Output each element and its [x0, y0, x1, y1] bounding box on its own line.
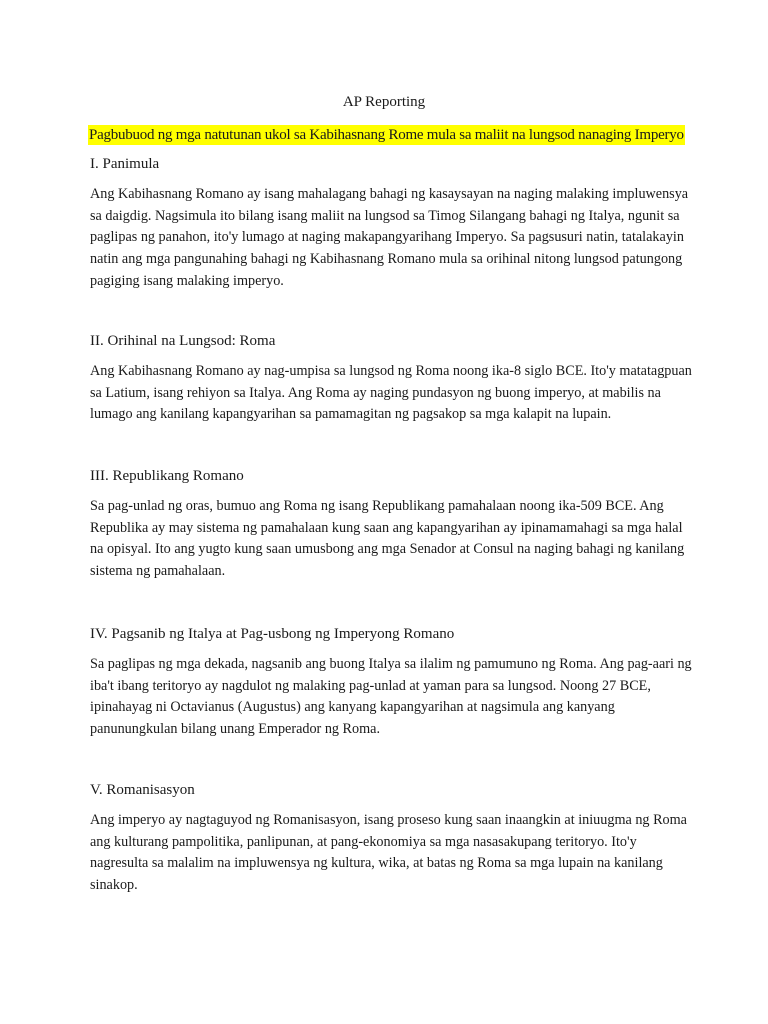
section-paragraph-romanisasyon	[90, 810, 690, 897]
section-paragraph-orihinal-na-lungsod	[90, 361, 690, 426]
section-heading-pagsanib-ng-italya: IV. Pagsanib ng Italya at Pag-usbong ng Imperyong Romano	[90, 626, 455, 642]
paragraph-line: Republika ay may sistema ng pamahalaan kung saan ang kapangyarihan ay ipinamamahagi sa mga halal	[90, 519, 683, 536]
paragraph-line: nagresulta sa malalim na impluwensya ng kultura, wika, at batas ng Roma sa mga lupain na kanilang	[90, 855, 663, 872]
paragraph-line: Ang Kabihasnang Romano ay isang mahalagang bahagi ng kasaysayan na naging malaking impluwensya	[90, 186, 689, 202]
paragraph-line: iba't ibang teritoryo ay nagdulot ng malaking pag-unlad at yaman para sa lungsod. Noong 27 BCE,	[90, 677, 651, 694]
section-paragraph-republikang-romano	[90, 496, 690, 583]
paragraph-line: paglipas ng panahon, ito'y lumago at naging makapangyarihang Imperyo. Sa pagsusuri natin, tatalakayin	[90, 229, 684, 246]
paragraph-line: sa Latium, isang rehiyon sa Italya. Ang Roma ay naging pundasyon ng buong imperyo, at mabilis na	[90, 384, 661, 401]
highlighted-subtitle: Pagbubuod ng mga natutunan ukol sa Kabihasnang Rome mula sa maliit na lungsod nanaging Imperyo	[89, 127, 684, 143]
paragraph-line: lumago ang kanilang kapangyarihan sa pamamagitan ng pagsakop sa mga kalapit na lupain.	[90, 406, 612, 423]
section-heading-romanisasyon: V. Romanisasyon	[90, 782, 195, 798]
paragraph-line: Sa paglipas ng mga dekada, nagsanib ang buong Italya sa ilalim ng pamumuno ng Roma. Ang pag-aari ng	[90, 656, 692, 672]
paragraph-line: sa daigdig. Nagsimula ito bilang isang maliit na lungsod sa Timog Silangang bahagi ng Italya, ngunit sa	[90, 207, 680, 224]
section-paragraph-panimula	[90, 184, 690, 293]
section-heading-republikang-romano: III. Republikang Romano	[90, 468, 244, 484]
paragraph-line: Sa pag-unlad ng oras, bumuo ang Roma ng isang Republikang pamahalaan noong ika-509 BCE. Ang	[90, 498, 664, 514]
paragraph-line: Ang imperyo ay nagtaguyod ng Romanisasyon, isang proseso kung saan inaangkin at iniuugma ng Roma	[90, 812, 687, 828]
section-paragraph-pagsanib-ng-italya	[90, 654, 690, 741]
paragraph-line: sistema ng pamahalaan.	[90, 563, 226, 580]
section-heading-orihinal-na-lungsod: II. Orihinal na Lungsod: Roma	[90, 333, 276, 349]
paragraph-line: ipinahayag ni Octavianus (Augustus) ang kanyang kapangyarihan at nagsimula ang kanyang	[90, 699, 615, 716]
paragraph-line: na opisyal. Ito ang yugto kung saan umusbong ang mga Senador at Consul na naging bahagi ng kanilang	[90, 541, 685, 558]
paragraph-line: natin ang mga pangunahing bahagi ng Kabihasnang Romano mula sa orihinal nitong lungsod patungong	[90, 251, 683, 268]
paragraph-line: panunungkulan bilang unang Emperador ng Roma.	[90, 721, 380, 738]
paragraph-line: Ang Kabihasnang Romano ay nag-umpisa sa lungsod ng Roma noong ika-8 siglo BCE. Ito'y matatagpuan	[90, 363, 692, 379]
section-heading-panimula: I. Panimula	[90, 156, 160, 172]
document-title: AP Reporting	[342, 94, 426, 110]
paragraph-line: pagiging isang malaking imperyo.	[90, 272, 284, 289]
paragraph-line: sinakop.	[90, 877, 138, 894]
paragraph-line: ang kulturang pampolitika, panlipunan, at pang-ekonomiya sa mga nasasakupang teritoryo. Ito'y	[90, 833, 637, 850]
